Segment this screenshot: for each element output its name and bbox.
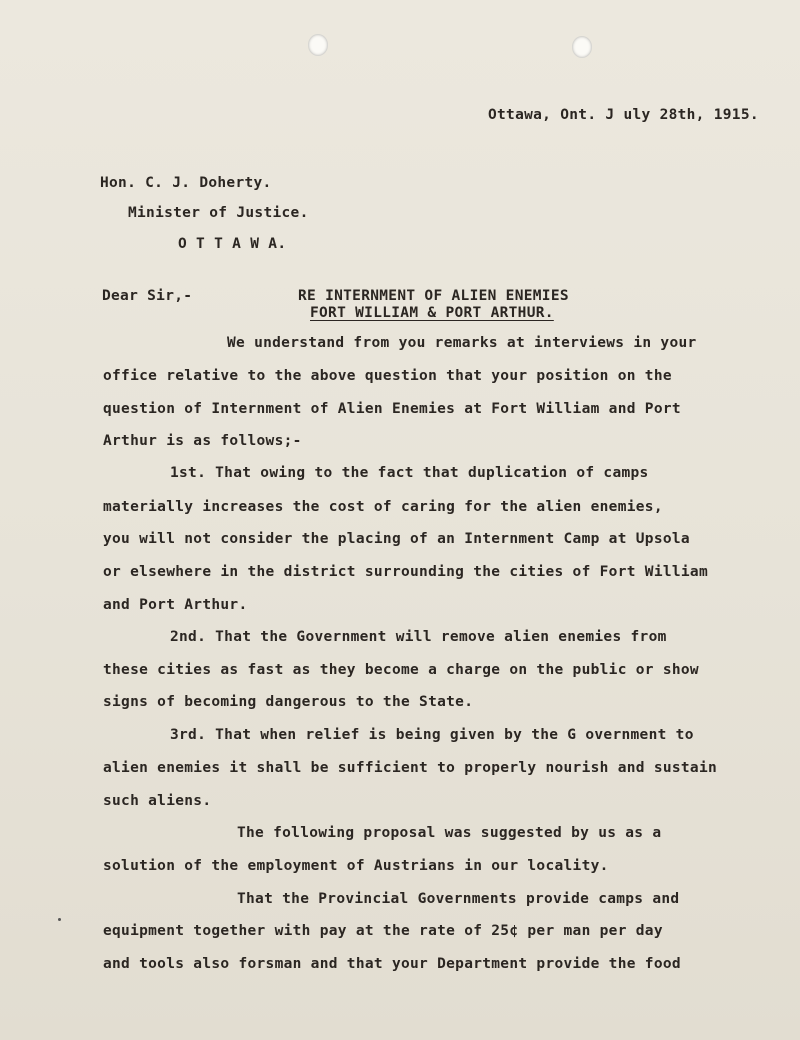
body-line: office relative to the above question that your position on the (103, 368, 672, 384)
salutation: Dear Sir,- (102, 288, 193, 304)
body-line: and tools also forsman and that your Department provide the food (103, 956, 681, 972)
body-line: equipment together with pay at the rate of 25¢ per man per day (103, 923, 663, 939)
body-line: The following proposal was suggested by us as a (237, 825, 662, 841)
letter-date: Ottawa, Ont. J uly 28th, 1915. (488, 107, 759, 123)
body-line: Arthur is as follows;- (103, 433, 302, 449)
punch-hole-left (308, 34, 328, 56)
subject-line-1: RE INTERNMENT OF ALIEN ENEMIES (298, 288, 569, 304)
body-line: solution of the employment of Austrians in our locality. (103, 858, 609, 874)
body-line: these cities as fast as they become a charge on the public or show (103, 662, 699, 678)
body-line: and Port Arthur. (103, 597, 248, 613)
body-line: question of Internment of Alien Enemies at Fort William and Port (103, 401, 681, 417)
body-line: 2nd. That the Government will remove alien enemies from (170, 629, 667, 645)
body-line: 3rd. That when relief is being given by the G overnment to (170, 727, 694, 743)
body-line: That the Provincial Governments provide camps and (237, 891, 680, 907)
body-line: you will not consider the placing of an Internment Camp at Upsola (103, 531, 690, 547)
body-line: or elsewhere in the district surrounding the cities of Fort William (103, 564, 708, 580)
body-line: such aliens. (103, 793, 212, 809)
body-line: materially increases the cost of caring for the alien enemies, (103, 499, 663, 515)
addressee-name: Hon. C. J. Doherty. (100, 175, 272, 191)
body-line: 1st. That owing to the fact that duplication of camps (170, 465, 649, 481)
body-line: signs of becoming dangerous to the State. (103, 694, 474, 710)
addressee-title: Minister of Justice. (128, 205, 309, 221)
subject-line-2: FORT WILLIAM & PORT ARTHUR. (310, 305, 554, 321)
punch-hole-right (572, 36, 592, 58)
body-line: We understand from you remarks at interviews in your (227, 335, 697, 351)
ink-speck (58, 918, 61, 921)
body-line: alien enemies it shall be sufficient to properly nourish and sustain (103, 760, 718, 776)
addressee-city: O T T A W A. (178, 236, 287, 252)
